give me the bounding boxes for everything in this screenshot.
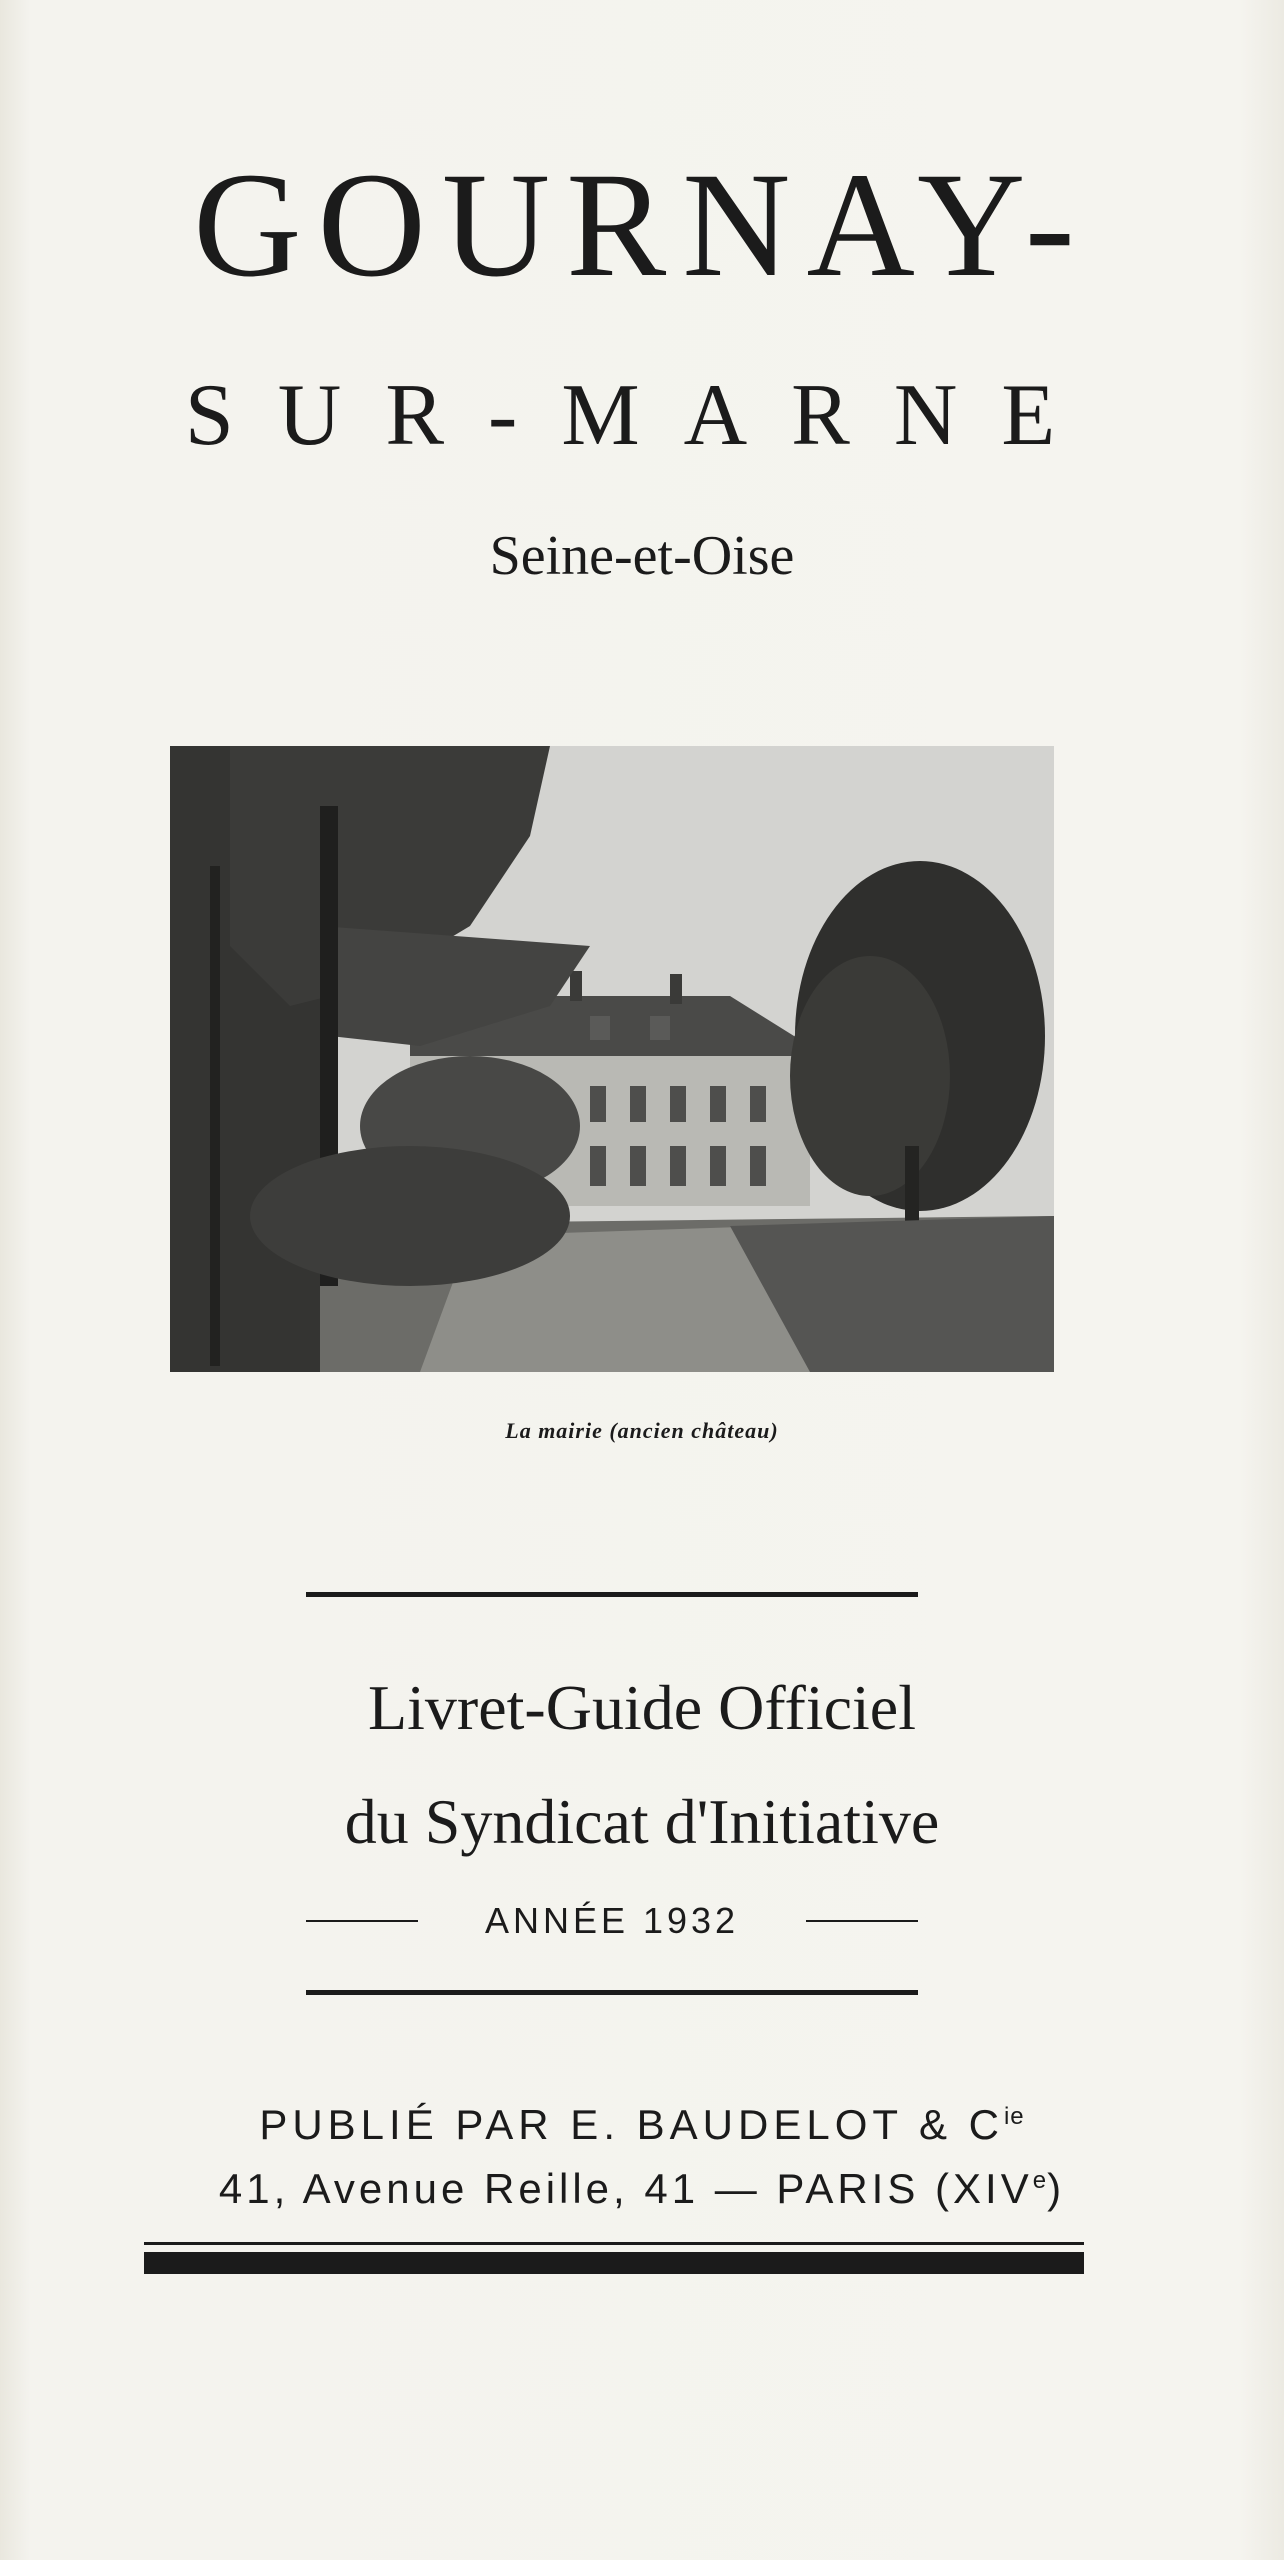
footer-rule-thin bbox=[144, 2242, 1084, 2245]
publisher-line-1 bbox=[0, 2101, 1284, 2148]
divider-top bbox=[306, 1592, 918, 1597]
year-row bbox=[306, 1896, 918, 1946]
title-line-1: GOURNAY- bbox=[193, 142, 1091, 308]
publisher-name-superscript: ie bbox=[1003, 2103, 1025, 2130]
divider-bottom bbox=[306, 1990, 918, 1995]
photo-caption: La mairie (ancien château) bbox=[505, 1418, 779, 1443]
year-label: ANNÉE 1932 bbox=[484, 1900, 740, 1941]
publisher-address: 41, Avenue Reille, 41 — PARIS (XIV bbox=[218, 2165, 1033, 2212]
year-dash-right bbox=[806, 1920, 918, 1922]
publisher-address-end: ) bbox=[1047, 2165, 1066, 2212]
guide-title-line-1: Livret-Guide Officiel bbox=[368, 1672, 916, 1743]
guide-title-line-2: du Syndicat d'Initiative bbox=[344, 1786, 940, 1857]
mairie-photograph bbox=[170, 746, 1054, 1372]
department-subtitle: Seine-et-Oise bbox=[489, 525, 795, 587]
photo-illustration bbox=[170, 746, 1054, 1372]
title-line-2: SUR-MARNE bbox=[184, 367, 1100, 464]
year-dash-left bbox=[306, 1920, 418, 1922]
publisher-name: PUBLIÉ PAR E. BAUDELOT & C bbox=[259, 2101, 1004, 2148]
footer-rule-thick bbox=[144, 2252, 1084, 2274]
publisher-address-superscript: e bbox=[1032, 2167, 1048, 2194]
publisher-line-2 bbox=[0, 2165, 1284, 2212]
